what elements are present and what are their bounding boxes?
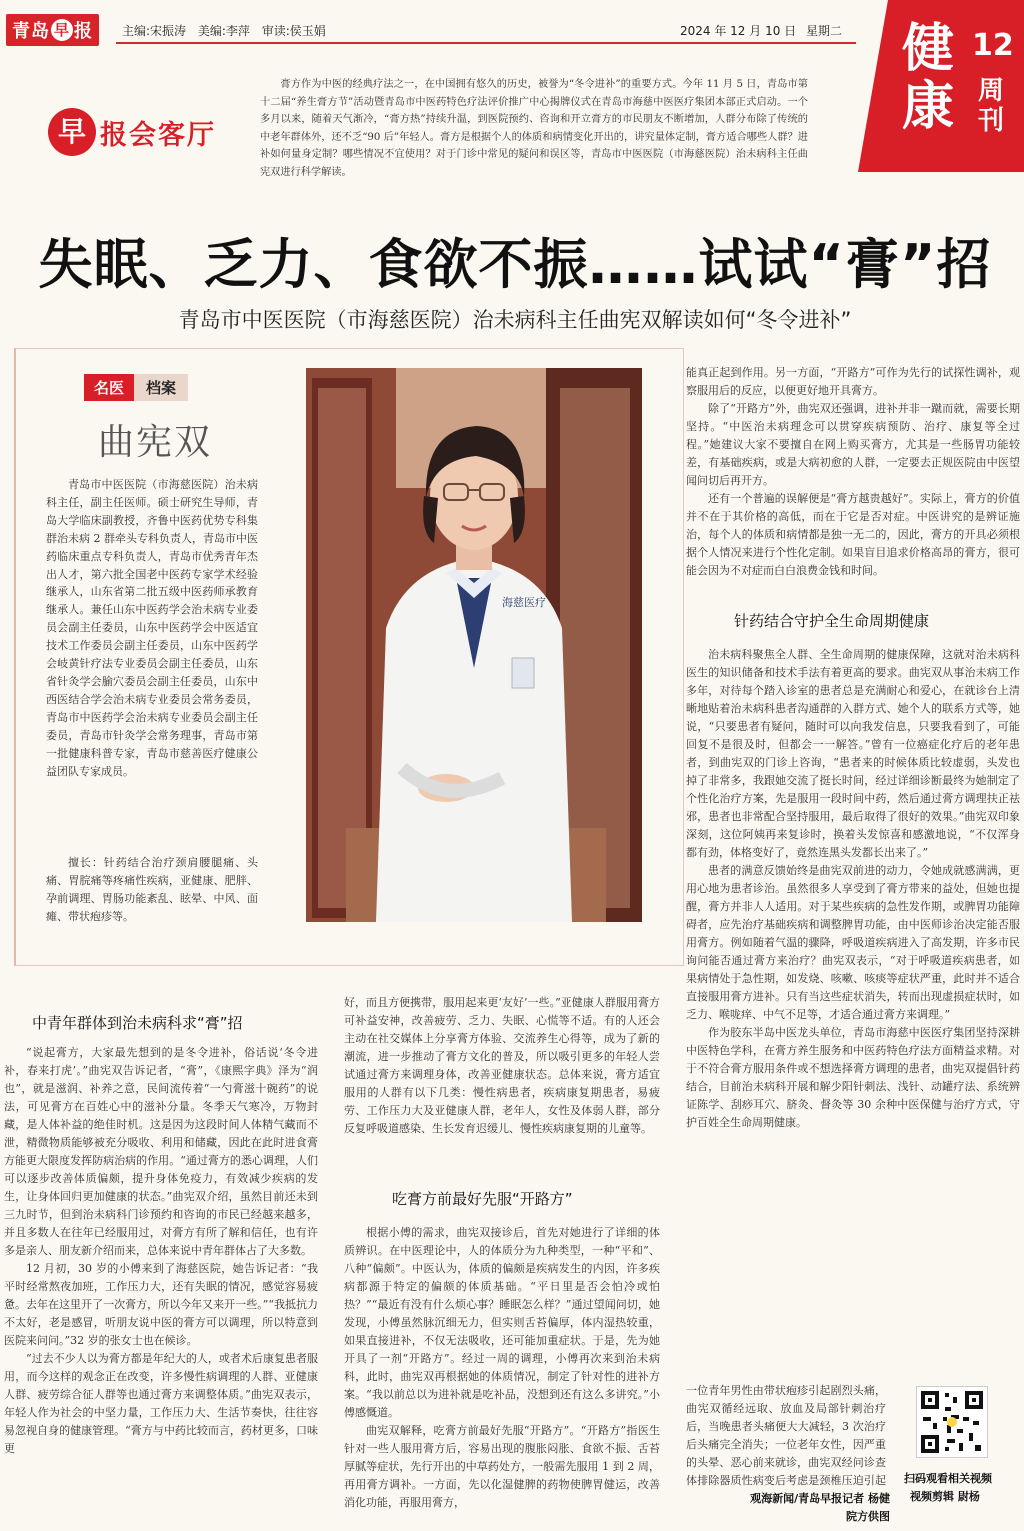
- paragraph: “过去不少人以为膏方都是年纪大的人，或者术后康复患者服用，而今这样的观念正在改变，许多慢性病调理的人群、亚健康人群、疲劳综合征人群等也通过膏方来调整体质。”曲宪双表示，年轻人作为社会的中坚力量，工作压力大、生活节奏快，往往容易忽视自身的健康管理。“膏方与中药比较而言，药材更多，口味更: [4, 1352, 318, 1455]
- tag-archive: 档案: [134, 374, 188, 401]
- section-heading-route: 吃膏方前最好先服“开路方”: [392, 1190, 573, 1208]
- video-credit: 视频剪辑 尉杨: [910, 1490, 980, 1503]
- paragraph: 患者的满意反馈始终是曲宪双前进的动力，令她成就感满满，更用心地为患者诊治。虽然很多人享受到了膏方带来的益处，但她也提醒，膏方并非人人适用。对于某些疾病的急性发作期，或脾胃功能障碍者，应先治疗基础疾病和调整脾胃功能，由中医师诊治决定能否服用膏方。例如随着气温的骤降，呼吸道疾病进入了高发期，许多市民询问能否通过膏方来治疗？曲宪双表示，“对于呼吸道疾病患者，如果病情处于急性期，如发烧、咳嗽、咳痰等症状严重，此时并不适合直接服用膏方进补。只有当这些症状消失，转而出现虚损症状时，如乏力、喉咙痒、中气不足等，才适合通过膏方来调理。”: [686, 864, 1020, 1021]
- qr-code[interactable]: [916, 1386, 988, 1458]
- qr-caption-block: [904, 1470, 1022, 1506]
- header-rule: [116, 42, 856, 44]
- photo-credit: 院方供图: [846, 1510, 890, 1523]
- qr-caption: 扫码观看相关视频: [904, 1472, 992, 1485]
- paragraph: 能真正起到作用。另一方面，“开路方”可作为先行的试探性调补，观察服用后的反应，以便更好地开具膏方。: [686, 366, 1020, 397]
- doctor-specialty: 擅长：针药结合治疗颈肩腰腿痛、头痛、胃脘痛等疼痛性疾病，亚健康、肥胖、孕前调理、胃肠功能紊乱、眩晕、中风、面瘫、带状疱疹等。: [46, 856, 258, 923]
- reviewer: 审读:侯玉娟: [261, 24, 326, 38]
- editor-credits: [122, 22, 334, 39]
- banner-notch: [858, 0, 888, 172]
- doctor-bio: 青岛市中医医院（市海慈医院）治未病科主任，副主任医师。硕士研究生导师，青岛大学临床副教授，齐鲁中医药优势专科集群治未病 2 群牵头专科负责人，青岛市中医药临床重点专科负责人，青岛市优秀青年杰出人才，第六批全国老中医药专家学术经验继承人，山东省第二批五级中医药师承教育继承人。兼任山东中医药学会治未病专业委员会副主任委员，山东中医药学会中医适宜技术工作委员会副主任委员，山东中医药学会岐黄针疗法专业委员会副主任委员，山东省针灸学会腧穴委员会副主任委员，山东中西医结合学会治未病专业委员会常务委员，青岛市中医药学会治未病专业委员会副主任委员，青岛市针灸学会常务理事，青岛市第一批健康科普专家，青岛市慈善医疗健康公益团队专家成员。: [46, 478, 258, 778]
- column-badge: [48, 108, 230, 156]
- middle-column-bottom: [344, 1224, 660, 1524]
- paragraph: 一位青年男性由带状疱疹引起剧烈头痛，曲宪双循经远取、放血及局部针刺治疗后，当晚患者头痛便大大减轻，3 次治疗后头痛完全消失；一位老年女性，因严重的头晕、恶心前来就诊，曲宪双经问诊查体排除器质性病变后考虑是颈椎压迫引起: [686, 1384, 886, 1487]
- section-title: 健康: [902, 19, 955, 137]
- headline: 失眠、乏力、食欲不振……试试“膏”招: [38, 233, 992, 296]
- publish-date: [680, 22, 848, 39]
- section-heading-lifecycle: 针药结合守护全生命周期健康: [734, 612, 930, 630]
- tag-famous-doctor: 名医: [84, 374, 134, 401]
- byline-block: [712, 1490, 890, 1526]
- column-badge-circle: 早: [48, 108, 96, 156]
- coat-embroidery: 海慈医疗: [502, 596, 546, 609]
- right-column-tail: [686, 1382, 886, 1488]
- doctor-name: 曲宪双: [98, 422, 213, 463]
- paragraph: 根据小傅的需求，曲宪双接诊后，首先对她进行了详细的体质辨识。在中医理论中，人的体质分为九种类型，一种“平和”、八种“偏颇”。中医认为，体质的偏颇是疾病发生的内因，许多疾病都源于特定的偏颇的体质基础。“平日里是否会怕冷或怕热？”“最近有没有什么烦心事？睡眠怎么样？”通过望闻问切，她发现，小傅虽然脉沉细无力，但实则舌苔偏厚，体内湿热较重，如果直接进补，不仅无法吸收，还可能加重症状。于是，先为她开具了一剂“开路方”。经过一周的调理，小傅再次来到治未病科，此时，曲宪双再根据她的体质情况，制定了针对性的进补方案。“我以前总以为进补就是吃补品，没想到还有这么多讲究。”小傅感慨道。: [344, 1226, 660, 1419]
- subheadline: 青岛市中医医院（市海慈医院）治未病科主任曲宪双解读如何“冬令进补”: [178, 308, 852, 332]
- middle-column-top: [344, 994, 660, 1174]
- logo-text-right: 报: [74, 21, 93, 42]
- section-subtitle: 周刊: [978, 76, 1005, 136]
- page-number: 12: [972, 28, 1014, 63]
- paragraph: 治未病科聚焦全人群、全生命周期的健康保障，这就对治未病科医生的知识储备和技术手法有着更高的要求。曲宪双从事治未病工作多年，对待每个踏入诊室的患者总是充满耐心和爱心，在就诊台上清晰地贴着治未病科患者沟通群的入群方式、她个人的联系方式等，她说，“只要患者有疑问，随时可以向我发信息，只要我看到了，可能回复不是很及时，但都会一一解答。”曾有一位癌症化疗后的老年患者，到曲宪双的门诊上咨询，“患者来的时候体质比较虚弱，头发也掉了非常多，我跟她交流了挺长时间，经过详细诊断最终为她制定了个性化治疗方案，先是服用一段时间中药，然后通过膏方调理扶正祛邪，患者也非常配合坚持服用，最后取得了很好的效果。”曲宪双印象深刻，这位阿姨再来复诊时，换着头发惊喜和感激地说，“不仅浑身都有劲，体格变好了，竟然连黑头发都长出来了。”: [686, 648, 1020, 859]
- art-editor: 美编:李萍: [197, 24, 250, 38]
- paragraph: 12 月初，30 岁的小傅来到了海慈医院，她告诉记者：“我平时经常熬夜加班，工作压力大，还有失眠的情况，感觉容易疲惫。去年在这里开了一次膏方，所以今年又来开一些。”“我抵抗力不太好，老是感冒，听朋友说中医的膏方可以调理，所以特意到医院来问问。”32 岁的张女士也在候诊。: [4, 1262, 318, 1347]
- paragraph: 还有一个普遍的误解便是“膏方越贵越好”。实际上，膏方的价值并不在于其价格的高低，而在于它是否对症。中医讲究的是辨证施治，每个人的体质和病情都是独一无二的，因此，膏方的开具必须根据个人情况来进行个性化定制。如果盲目追求价格高昂的膏方，很可能会因为不对症而白白浪费金钱和时间。: [686, 492, 1020, 577]
- section-banner: [858, 0, 1024, 172]
- paragraph: “说起膏方，大家最先想到的是冬令进补，俗话说‘冬令进补，春来打虎’。”曲宪双告诉记者，“膏”，《康熙字典》泽为“润也”，就是滋润、补养之意，民间流传着“一勺膏滋十碗药”的说法，可见膏方在百姓心中的滋补分量。冬季天气寒冷，万物封藏，是人体补益的绝佳时机。这是因为这段时间人体精气藏而不泄，精微物质能够被充分吸收、利用和储藏，因此在此时进食膏方能更大限度发挥防病治病的作用。“通过膏方的悉心调理，人们可以逐步改善体质偏颇，提升身体免疫力，有效减少疾病的发生，让身体回归更加健康的状态。”曲宪双介绍，虽然目前还未到三九时节，但到治未病科门诊预约和咨询的市民已经越来越多，并且多数人在往年已经服用过，对膏方有所了解和信任，也有许多是亲人、朋友新介绍而来，总体来说中青年群体占了大多数。: [4, 1046, 318, 1257]
- date: 2024 年 12 月 10 日: [680, 24, 797, 38]
- weekday: 星期二: [805, 24, 842, 38]
- masthead: [0, 0, 860, 50]
- newspaper-logo[interactable]: [6, 14, 99, 46]
- logo-text-left: 青岛: [12, 21, 50, 42]
- paragraph: 作为胶东半岛中医龙头单位，青岛市海慈中医医疗集团坚持深耕中医特色学科，在膏方养生服务和中医药特色疗法方面精益求精。对于不符合膏方服用条件或不想选择膏方调理的患者，曲宪双提倡针药结合，目前治未病科开展和解少阳针刺法、浅针、动罐疗法、系统辨证陈学、刮痧耳穴、脐灸、督灸等 30 余种中医保健与治疗方式，守护百姓全生命周期健康。: [686, 1026, 1020, 1129]
- section-heading-youth: 中青年群体到治未病科求“膏”招: [32, 1014, 243, 1032]
- left-column-bottom: [4, 1044, 318, 1524]
- right-column-bottom: [686, 646, 1020, 1382]
- logo-dot: 早: [51, 19, 73, 41]
- intro-paragraph: 膏方作为中医的经典疗法之一，在中国拥有悠久的历史，被誉为“冬令进补”的重要方式。今年 11 月 5 日，青岛市第十二届“养生膏方节”活动暨青岛市中医药特色疗法评价推广中心揭牌仪式在青岛市海慈中医医疗集团本部正式启动。一个多月以来，随着天气渐冷，“膏方热”持续升温，到医院预约、咨询和开立膏方的市民朋友不断增加，人群分布除了传统的中老年群体外，还不乏“90 后”年轻人。膏方是根据个人的体质和病情变化开出的，讲究量体定制，膏方适合哪些人群？进补如何量身定制？哪些情况不宜使用？对于门诊中常见的疑问和误区等，青岛市中医医院（市海慈医院）治未病科主任曲宪双进行科学解读。: [260, 79, 808, 178]
- chief-editor: 主编:宋振涛: [122, 24, 187, 38]
- paragraph: 好，而且方便携带，服用起来更‘友好’一些。”亚健康人群服用膏方可补益安神，改善疲劳、乏力、失眠、心慌等不适。有的人还会主动在社交媒体上分享膏方体验、交流养生心得等，成为了新的潮流，进一步推动了膏方文化的普及，所以吸引更多的年轻人尝试通过膏方来调理身体，改善亚健康状态。总体来说，膏方适宜服用的人群有以下几类：慢性病患者，疾病康复期患者，易疲劳、工作压力大及亚健康人群，老年人，女性及体弱人群，部分反复呼吸道感染、生长发育迟缓儿、慢性疾病康复期的儿童等。: [344, 996, 660, 1135]
- doctor-photo: [306, 368, 642, 922]
- byline: 观海新闻/青岛早报记者 杨健: [750, 1492, 890, 1505]
- paragraph: 除了“开路方”外，曲宪双还强调，进补并非一蹴而就，需要长期坚持。“中医治未病理念可以贯穿疾病预防、治疗、康复等全过程。”她建议大家不要擅自在网上购买膏方，尤其是一些肠胃功能较差，有基础疾病，或是大病初愈的人群，一定要去正规医院由中医望闻问切后再开方。: [686, 402, 1020, 487]
- right-column-top: [686, 364, 1020, 580]
- profile-tags: [84, 374, 188, 401]
- paragraph: 曲宪双解释，吃膏方前最好先服“开路方”。“开路方”指医生针对一些人服用膏方后，容易出现的腹胀闷胀、食欲不振、舌苔厚腻等症状，先行开出的中草药处方，一般需先服用 1 到 2 周，再用膏方调补。一方面，先以化湿健脾的药物使脾胃健运，改善消化功能，再服用膏方，: [344, 1424, 660, 1509]
- column-name: 报会客厅: [100, 119, 216, 151]
